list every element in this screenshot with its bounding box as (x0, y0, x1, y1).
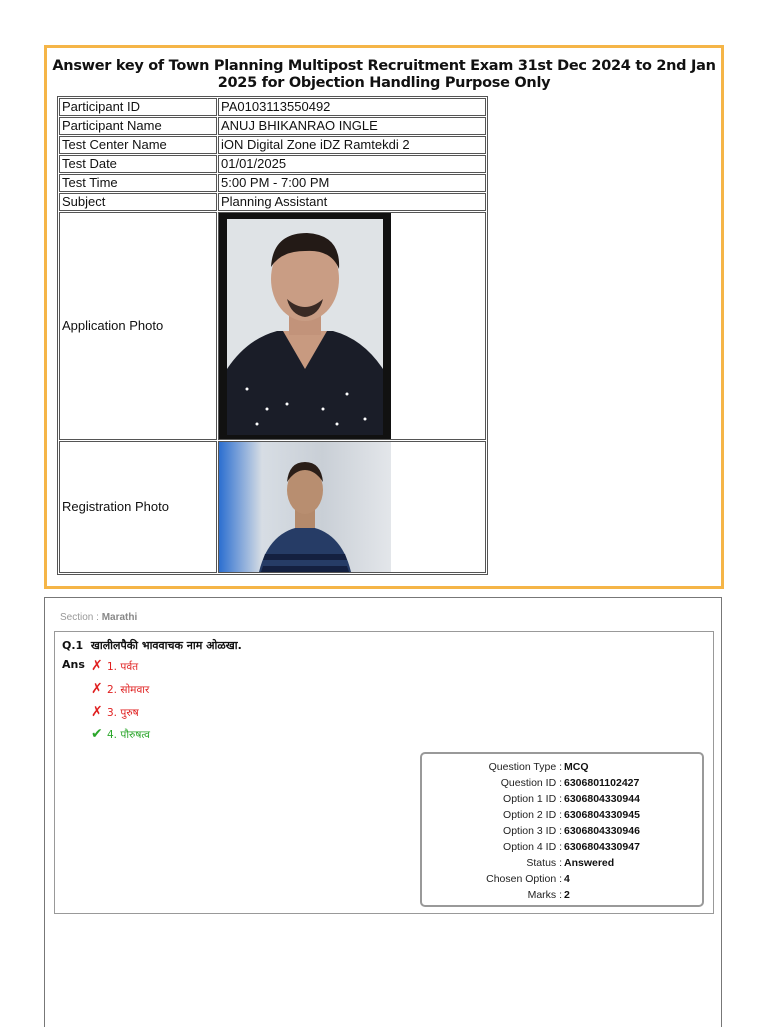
option-3-id-row (422, 823, 702, 839)
test-center-value: iON Digital Zone iDZ Ramtekdi 2 (218, 136, 486, 154)
marks-row (422, 887, 702, 903)
application-photo-label: Application Photo (59, 212, 217, 440)
question-id-row (422, 775, 702, 791)
table-row (59, 136, 486, 154)
option-1-id-value: 6306804330944 (564, 793, 640, 805)
cross-icon: ✗ (91, 704, 103, 720)
test-date-label: Test Date (59, 155, 217, 173)
chosen-option-value: 4 (564, 873, 570, 885)
registration-photo-label: Registration Photo (59, 441, 217, 573)
chosen-option-label: Chosen Option : (486, 873, 562, 885)
option-2-id-row (422, 807, 702, 823)
person-webcam-icon (219, 442, 391, 572)
question-type-row (422, 759, 702, 775)
question-type-label: Question Type : (488, 761, 562, 773)
document-title: Answer key of Town Planning Multipost Recruitment Exam 31st Dec 2024 to 2nd Jan 2025 for Objection Handling Purpose Only (52, 58, 716, 91)
participant-name-value: ANUJ BHIKANRAO INGLE (218, 117, 486, 135)
registration-photo-cell (218, 441, 486, 573)
status-row (422, 855, 702, 871)
table-row (59, 193, 486, 211)
status-value: Answered (564, 857, 615, 869)
question-type-value: MCQ (564, 761, 589, 773)
question-section-panel (44, 597, 722, 1027)
participant-info-panel (44, 45, 724, 589)
option-1-id-row (422, 791, 702, 807)
question-metadata-box (420, 752, 704, 907)
option-1-text: 1. पर्वत (107, 661, 139, 673)
option-2-id-value: 6306804330945 (564, 809, 640, 821)
option-2 (91, 681, 149, 697)
section-prefix: Section : (60, 612, 102, 623)
option-1 (91, 658, 138, 674)
test-time-value: 5:00 PM - 7:00 PM (218, 174, 486, 192)
participant-name-label: Participant Name (59, 117, 217, 135)
person-portrait-icon (227, 219, 383, 435)
option-3-text: 3. पुरुष (107, 707, 139, 719)
subject-label: Subject (59, 193, 217, 211)
table-row (59, 117, 486, 135)
option-4-id-value: 6306804330947 (564, 841, 640, 853)
option-3 (91, 704, 139, 720)
option-3-id-value: 6306804330946 (564, 825, 640, 837)
option-4-text: 4. पौरुषत्व (107, 729, 151, 741)
option-4 (91, 726, 150, 742)
registration-photo (219, 442, 391, 572)
section-name: Marathi (101, 612, 138, 623)
answer-label: Ans (62, 658, 85, 671)
option-4-id-row (422, 839, 702, 855)
option-2-text: 2. सोमवार (107, 684, 150, 696)
table-row (59, 98, 486, 116)
option-1-id-label: Option 1 ID : (503, 793, 562, 805)
option-2-id-label: Option 2 ID : (503, 809, 562, 821)
question-card (54, 631, 714, 914)
test-date-value: 01/01/2025 (218, 155, 486, 173)
marks-value: 2 (564, 889, 570, 901)
subject-value: Planning Assistant (218, 193, 486, 211)
participant-id-value: PA0103113550492 (218, 98, 486, 116)
table-row (59, 174, 486, 192)
question-id-value: 6306801102427 (564, 777, 640, 789)
cross-icon: ✗ (91, 681, 103, 697)
status-label: Status : (526, 857, 562, 869)
application-photo-cell (218, 212, 486, 440)
table-row (59, 212, 486, 440)
checkmark-icon: ✔ (91, 726, 103, 742)
table-row (59, 155, 486, 173)
question-line (62, 638, 242, 653)
table-row (59, 441, 486, 573)
option-3-id-label: Option 3 ID : (503, 825, 562, 837)
chosen-option-row (422, 871, 702, 887)
question-number: Q.1 (62, 639, 84, 652)
participant-info-table (57, 96, 488, 575)
cross-icon: ✗ (91, 658, 103, 674)
test-time-label: Test Time (59, 174, 217, 192)
section-label (60, 612, 137, 623)
application-photo (219, 213, 391, 439)
question-id-label: Question ID : (500, 777, 562, 789)
participant-id-label: Participant ID (59, 98, 217, 116)
option-4-id-label: Option 4 ID : (503, 841, 562, 853)
test-center-label: Test Center Name (59, 136, 217, 154)
question-text: खालीलपैकी भाववाचक नाम ओळखा. (90, 639, 242, 652)
marks-label: Marks : (527, 889, 562, 901)
